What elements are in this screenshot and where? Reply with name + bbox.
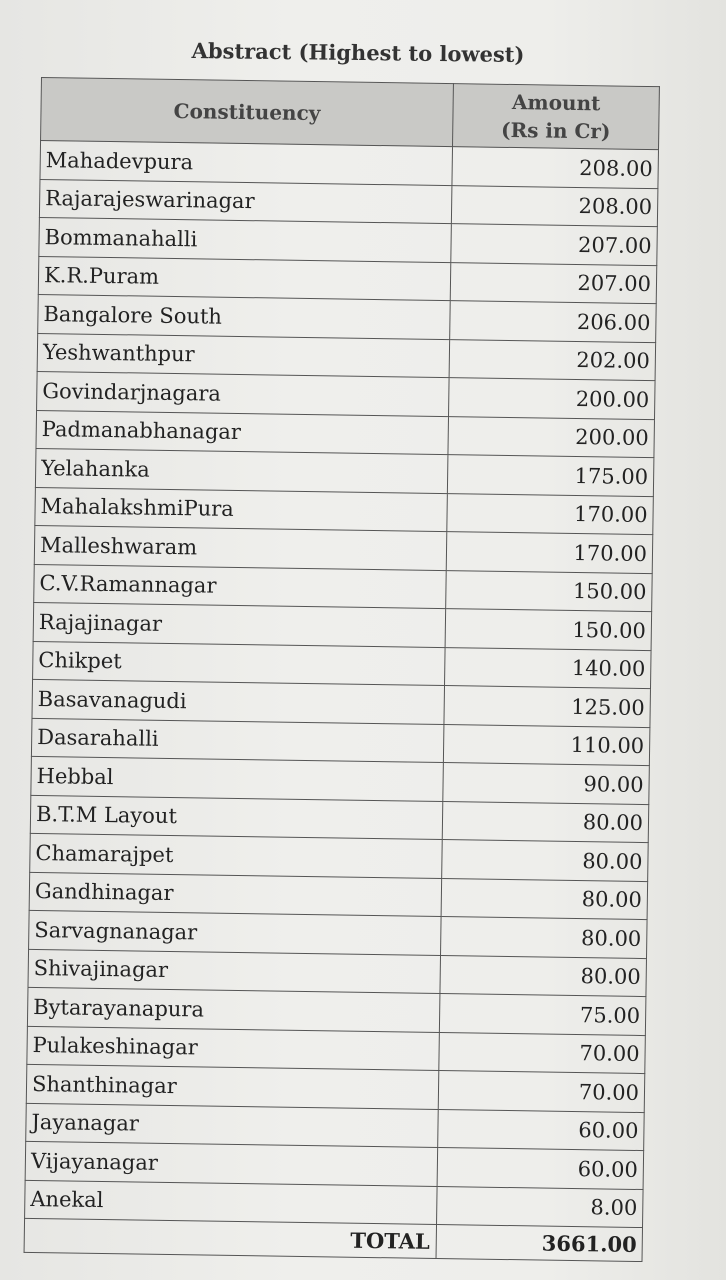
constituency-cell: Basavanagudi [32,679,445,724]
constituency-cell: Sarvagnanagar [29,910,442,955]
amount-cell: 70.00 [439,1032,646,1074]
total-label: TOTAL [24,1218,436,1258]
amount-cell: 110.00 [443,724,650,766]
constituency-cell: Pulakeshinagar [27,1026,440,1071]
amount-cell: 207.00 [451,224,658,266]
amount-cell: 175.00 [447,455,654,497]
amount-cell: 80.00 [441,917,648,959]
amount-cell: 207.00 [450,262,657,304]
amount-cell: 200.00 [448,416,655,458]
constituency-cell: Shanthinagar [26,1064,439,1109]
amount-cell: 80.00 [440,955,647,997]
constituency-cell: K.R.Puram [38,256,451,301]
amount-cell: 150.00 [445,609,652,651]
constituency-cell: Malleshwaram [34,525,447,570]
constituency-cell: C.V.Ramannagar [34,564,447,609]
page-title: Abstract (Highest to lowest) [191,37,525,68]
amount-cell: 202.00 [449,339,656,381]
constituency-cell: Govindarjnagara [37,371,450,416]
constituency-cell: Rajarajeswarinagar [39,179,452,224]
amount-cell: 208.00 [451,185,658,227]
constituency-cell: Yeshwanthpur [37,333,450,378]
amount-cell: 170.00 [446,532,653,574]
constituency-cell: Padmanabhanagar [36,410,449,455]
constituency-cell: Chamarajpet [30,833,443,878]
amount-header [453,84,660,150]
amount-cell: 206.00 [450,301,657,343]
constituency-cell: Bytarayanapura [27,987,440,1032]
amount-cell: 80.00 [441,878,648,920]
constituency-cell: Bangalore South [38,294,451,339]
constituency-cell: Vijayanagar [25,1141,438,1186]
constituency-cell: Bommanahalli [39,217,452,262]
constituency-cell: Mahadevpura [40,141,453,186]
amount-cell: 8.00 [437,1186,644,1228]
abstract-table-container [24,77,666,1262]
total-amount: 3661.00 [436,1224,642,1261]
amount-cell: 200.00 [449,378,656,420]
amount-cell: 140.00 [445,647,652,689]
amount-cell: 80.00 [442,801,649,843]
constituency-cell: B.T.M Layout [30,795,443,840]
constituency-cell: Yelahanka [35,448,448,493]
constituency-cell: MahalakshmiPura [35,487,448,532]
table-body [25,141,659,1228]
amount-cell: 170.00 [447,493,654,535]
amount-cell: 90.00 [443,763,650,805]
abstract-table [24,77,660,1262]
amount-cell: 70.00 [438,1071,645,1113]
amount-cell: 75.00 [439,994,646,1036]
constituency-cell: Gandhinagar [29,872,442,917]
amount-cell: 208.00 [452,147,659,189]
constituency-cell: Chikpet [33,641,446,686]
constituency-header: Constituency [41,78,454,147]
amount-cell: 60.00 [437,1148,644,1190]
amount-cell: 125.00 [444,686,651,728]
constituency-cell: Anekal [25,1180,438,1225]
constituency-cell: Jayanagar [26,1103,439,1148]
table-header-row [41,78,660,150]
constituency-cell: Shivajinagar [28,949,441,994]
constituency-cell: Hebbal [31,756,444,801]
constituency-cell: Dasarahalli [31,718,444,763]
amount-cell: 60.00 [438,1109,645,1151]
amount-header-line2: (Rs in Cr) [500,117,611,144]
amount-cell: 150.00 [446,570,653,612]
amount-header-line1: Amount [511,89,601,116]
amount-cell: 80.00 [442,840,649,882]
constituency-cell: Rajajinagar [33,602,446,647]
